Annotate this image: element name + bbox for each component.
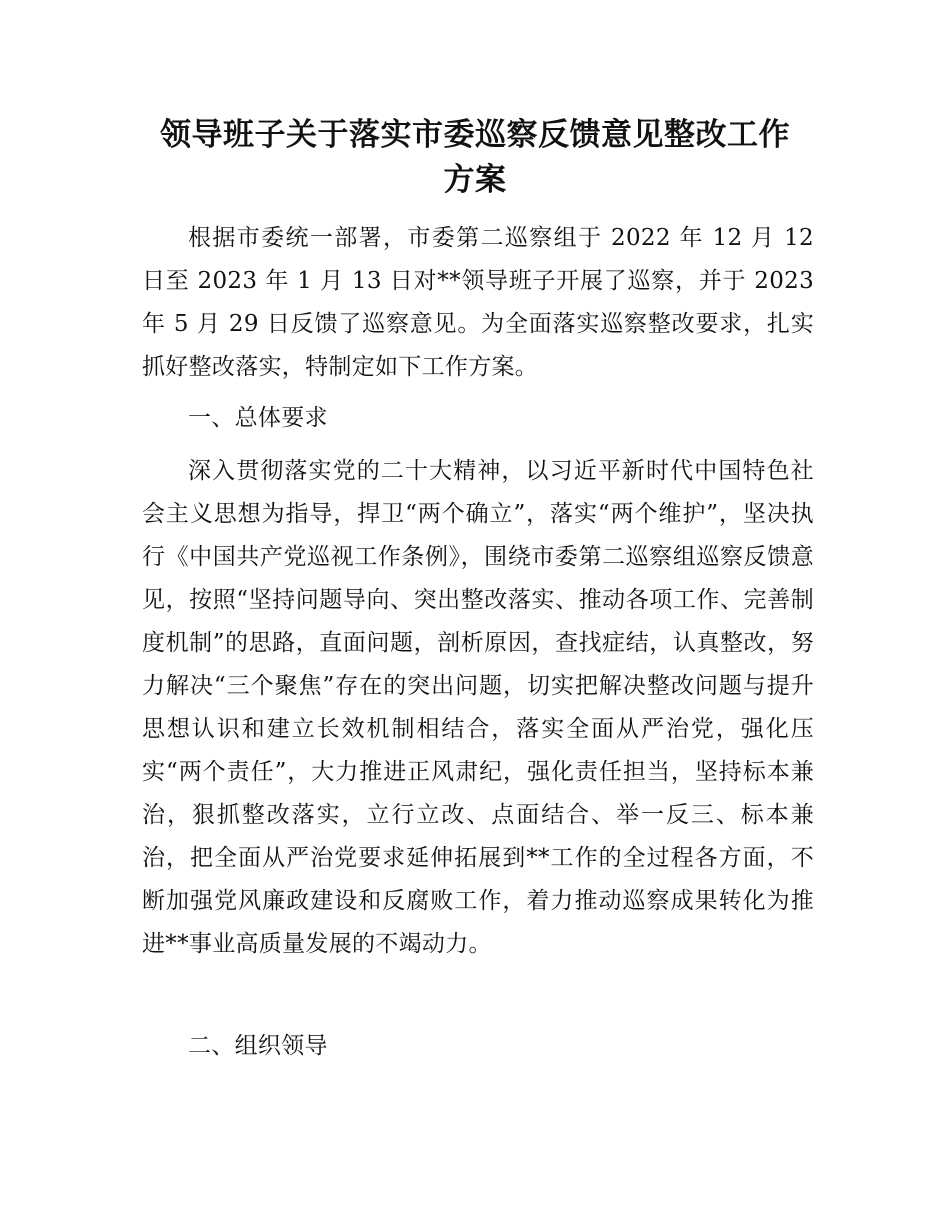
section-heading-organizational-leadership: 二、组织领导 — [188, 1033, 328, 1059]
document-title-line-1: 领导班子关于落实市委巡察反馈意见整改工作 — [160, 117, 790, 153]
document-title-line-2: 方案 — [443, 162, 507, 198]
section-paragraph-overall-requirements: 深入贯彻落实党的二十大精神，以习近平新时代中国特色社会主义思想为指导，捍卫“两个确立”，落实“两个维护”，坚决执行《中国共产党巡视工作条例》，围绕市委第二巡察组巡察反馈意见，按照“坚持问题导向、突出整改落实、推动各项工作、完善制度机制”的思路，直面问题，剖析原因，查找症结，认真整改，努力解决“三个聚焦”存在的突出问题，切实把解决整改问题与提升思想认识和建立长效机制相结合，落实全面从严治党，强化压实“两个责任”，大力推进正风肃纪，强化责任担当，坚持标本兼治，狠抓整改落实，立行立改、点面结合、举一反三、标本兼治，把全面从严治党要求延伸拓展到**工作的全过程各方面，不断加强党风廉政建设和反腐败工作，着力推动巡察成果转化为推进**事业高质量发展的不竭动力。 — [142, 458, 814, 957]
section-heading-overall-requirements: 一、总体要求 — [188, 405, 328, 431]
intro-paragraph: 根据市委统一部署，市委第二巡察组于 2022 年 12 月 12 日至 2023 年 1 月 13 日对**领导班子开展了巡察，并于 2023 年 5 月 29 日反馈了巡察意见。为全面落实巡察整改要求，扎实抓好整改落实，特制定如下工作方案。 — [142, 225, 814, 380]
